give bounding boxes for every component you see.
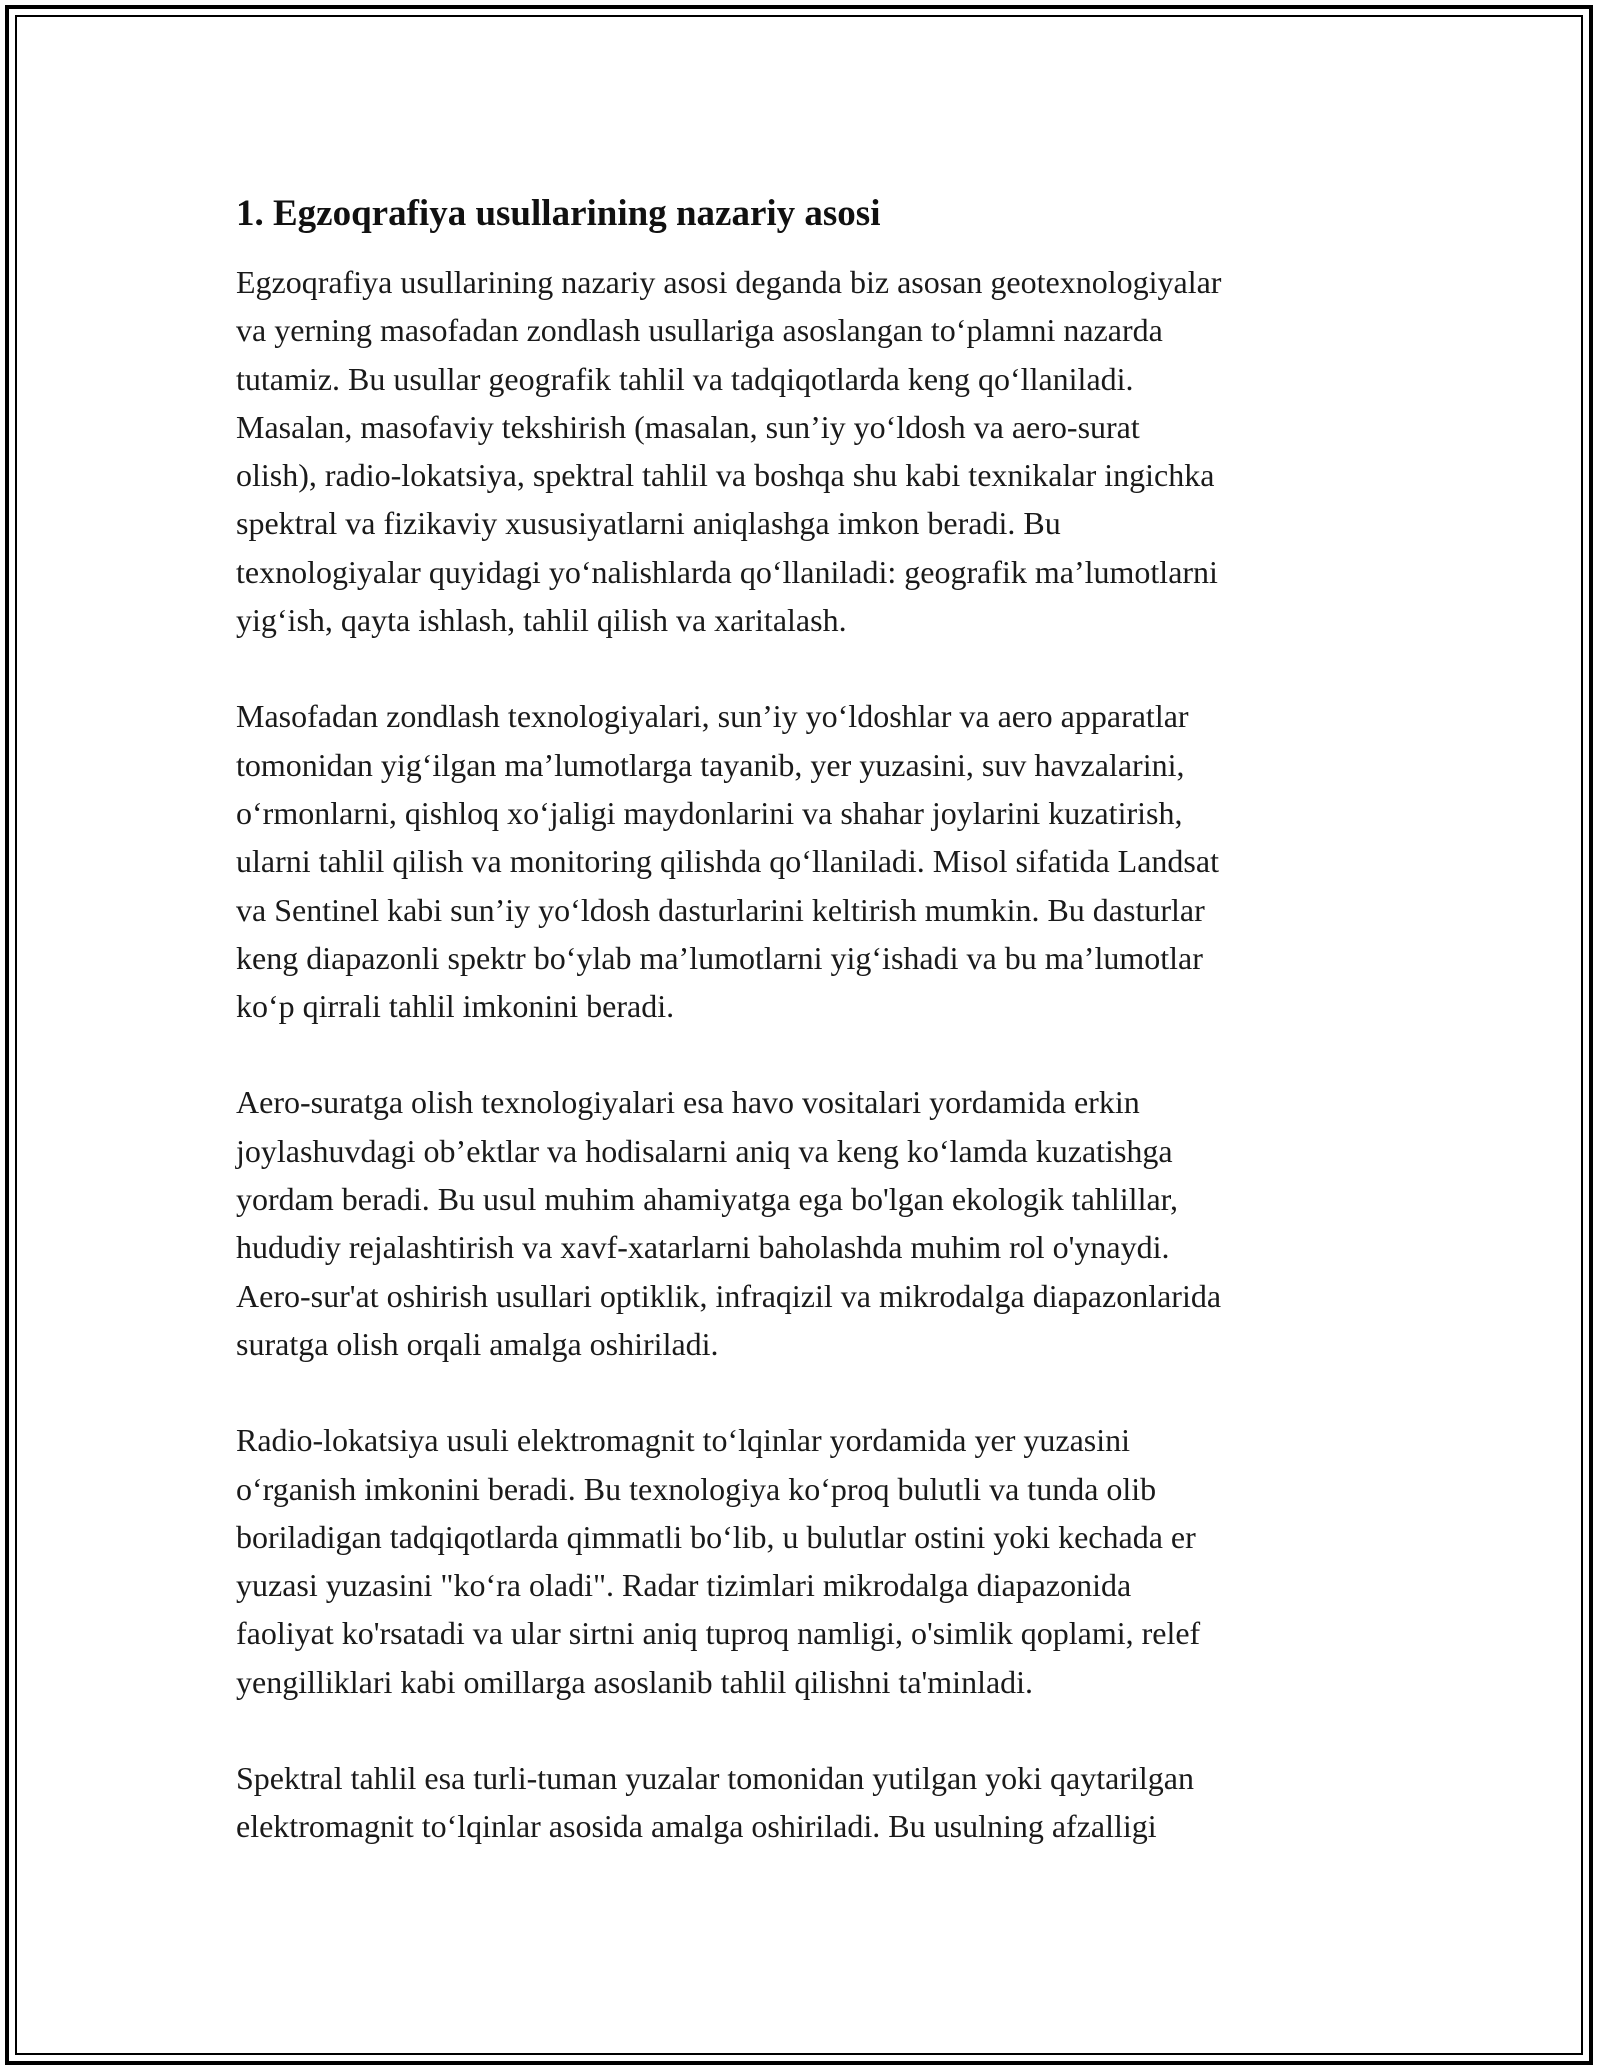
- section-heading: 1. Egzoqrafiya usullarining nazariy asosi: [236, 193, 881, 234]
- paragraph-1: [236, 258, 1400, 644]
- text-line: spektral va fizikaviy xususiyatlarni aniqlashga imkon beradi. Bu: [236, 505, 1061, 542]
- text-line: texnologiyalar quyidagi yo‘nalishlarda qo‘llaniladi: geografik ma’lumotlarni: [236, 553, 1218, 590]
- text-line: Masalan, masofaviy tekshirish (masalan, sun’iy yo‘ldosh va aero-surat: [236, 408, 1140, 445]
- text-line: boriladigan tadqiqotlarda qimmatli bo‘lib, u bulutlar ostini yoki kechada er: [236, 1518, 1196, 1555]
- text-line: faoliyat ko'rsatadi va ular sirtni aniq tuproq namligi, o'simlik qoplami, relef: [236, 1615, 1201, 1652]
- text-line: yuzasi yuzasini "ko‘ra oladi". Radar tizimlari mikrodalga diapazonida: [236, 1567, 1132, 1604]
- text-line: joylashuvdagi ob’ektlar va hodisalarni aniq va keng ko‘lamda kuzatishga: [236, 1132, 1173, 1169]
- text-line: ko‘p qirrali tahlil imkonini beradi.: [236, 988, 675, 1025]
- text-line: yordam beradi. Bu usul muhim ahamiyatga ega bo'lgan ekologik tahlillar,: [236, 1181, 1179, 1218]
- text-line: Masofadan zondlash texnologiyalari, sun’iy yo‘ldoshlar va aero apparatlar: [236, 698, 1189, 735]
- text-line: keng diapazonli spektr bo‘ylab ma’lumotlarni yig‘ishadi va bu ma’lumotlar: [236, 939, 1203, 976]
- text-line: tutamiz. Bu usullar geografik tahlil va tadqiqotlarda keng qo‘llaniladi.: [236, 360, 1134, 397]
- text-line: va yerning masofadan zondlash usullariga asoslangan to‘plamni nazarda: [236, 312, 1163, 349]
- text-line: va Sentinel kabi sun’iy yo‘ldosh dasturlarini keltirish mumkin. Bu dasturlar: [236, 891, 1205, 928]
- document-body: [236, 186, 1400, 1899]
- paragraph-4: [236, 1416, 1400, 1706]
- text-line: yengilliklari kabi omillarga asoslanib tahlil qilishni ta'minladi.: [236, 1663, 1034, 1700]
- text-line: yig‘ish, qayta ishlash, tahlil qilish va xaritalash.: [236, 602, 847, 639]
- text-line: elektromagnit to‘lqinlar asosida amalga oshiriladi. Bu usulning afzalligi: [236, 1808, 1157, 1845]
- text-line: Radio-lokatsiya usuli elektromagnit to‘lqinlar yordamida yer yuzasini: [236, 1422, 1130, 1459]
- text-line: Aero-sur'at oshirish usullari optiklik, infraqizil va mikrodalga diapazonlarida: [236, 1277, 1222, 1314]
- text-line: o‘rmonlarni, qishloq xo‘jaligi maydonlarini va shahar joylarini kuzatirish,: [236, 794, 1183, 831]
- text-line: Aero-suratga olish texnologiyalari esa havo vositalari yordamida erkin: [236, 1084, 1140, 1121]
- text-line: tomonidan yig‘ilgan ma’lumotlarga tayanib, yer yuzasini, suv havzalarini,: [236, 746, 1185, 783]
- text-line: suratga olish orqali amalga oshiriladi.: [236, 1325, 719, 1362]
- paragraph-5: [236, 1754, 1400, 1851]
- text-line: hududiy rejalashtirish va xavf-xatarlarni baholashda muhim rol o'ynaydi.: [236, 1229, 1170, 1266]
- paragraph-2: [236, 692, 1400, 1030]
- text-line: Spektral tahlil esa turli-tuman yuzalar tomonidan yutilgan yoki qaytarilgan: [236, 1760, 1194, 1797]
- text-line: olish), radio-lokatsiya, spektral tahlil va boshqa shu kabi texnikalar ingichka: [236, 457, 1215, 494]
- paragraph-3: [236, 1078, 1400, 1368]
- text-line: o‘rganish imkonini beradi. Bu texnologiya ko‘proq bulutli va tunda olib: [236, 1470, 1157, 1507]
- text-line: Egzoqrafiya usullarining nazariy asosi deganda biz asosan geotexnologiyalar: [236, 264, 1222, 300]
- text-line: ularni tahlil qilish va monitoring qilishda qo‘llaniladi. Misol sifatida Landsat: [236, 843, 1219, 880]
